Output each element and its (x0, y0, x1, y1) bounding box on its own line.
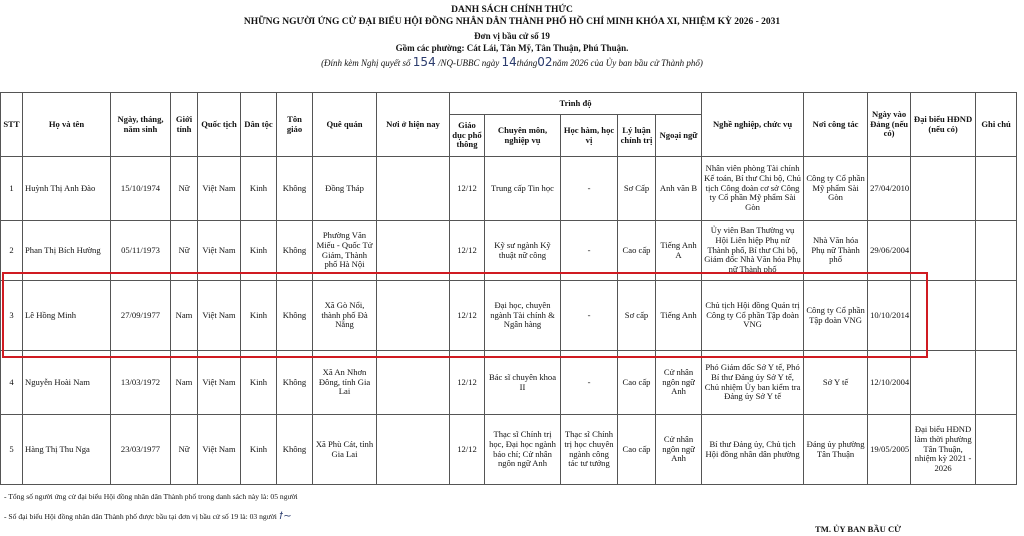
col-religion: Tôn giáo (277, 93, 313, 157)
cell-gender: Nam (171, 281, 198, 351)
cell-name: Huỳnh Thị Anh Đào (23, 157, 111, 221)
col-ethnicity: Dân tộc (241, 93, 277, 157)
cell-stt: 1 (1, 157, 23, 221)
cell-job: Bí thư Đảng ủy, Chủ tịch Hội đồng nhân dân phường (702, 415, 804, 485)
cell-party-date: 12/10/2004 (868, 351, 911, 415)
cell-lyluan: Cao cấp (618, 415, 656, 485)
cell-ngoaingu: Tiếng Anh A (656, 221, 702, 281)
doc-title-line2: NHỮNG NGƯỜI ỨNG CỬ ĐẠI BIỂU HỘI ĐỒNG NHÂN DÂN THÀNH PHỐ HỒ CHÍ MINH KHÓA XI, NHIỆM KỲ 2026 - 2031 (243, 17, 781, 27)
cell-hocham: - (561, 281, 618, 351)
cell-dob: 23/03/1977 (111, 415, 171, 485)
col-name: Họ và tên (23, 93, 111, 157)
cell-hometown: Phường Văn Miếu - Quốc Tử Giám, Thành phố Hà Nội (313, 221, 377, 281)
cell-nationality: Việt Nam (198, 415, 241, 485)
cell-note (976, 221, 1017, 281)
cell-name: Hàng Thị Thu Nga (23, 415, 111, 485)
cell-job: Chủ tịch Hội đồng Quản trị Công ty Cổ phần Tập đoàn VNG (702, 281, 804, 351)
col-hocham: Học hàm, học vị (561, 115, 618, 157)
cell-chuyenmon: Trung cấp Tin học (485, 157, 561, 221)
cell-note (976, 351, 1017, 415)
cell-lyluan: Cao cấp (618, 221, 656, 281)
table-row (1, 221, 1017, 281)
signatory-label: TM. ỦY BAN BẦU CỬ (815, 524, 902, 534)
cell-gdpt: 12/12 (450, 281, 485, 351)
cell-workplace: Đảng ủy phường Tân Thuận (804, 415, 868, 485)
cell-residence (377, 221, 450, 281)
table-row (1, 281, 1017, 351)
cell-nationality: Việt Nam (198, 221, 241, 281)
cell-residence (377, 415, 450, 485)
cell-hdnd (911, 281, 976, 351)
cell-ngoaingu: Anh văn B (656, 157, 702, 221)
cell-workplace: Công ty Cổ phần Tập đoàn VNG (804, 281, 868, 351)
cell-ethnicity: Kinh (241, 281, 277, 351)
col-stt: STT (1, 93, 23, 157)
col-workplace: Nơi công tác (804, 93, 868, 157)
wards-list: Gồm các phường: Cát Lái, Tân Mỹ, Tân Thuận, Phú Thuận. (395, 43, 629, 53)
cell-ngoaingu: Cử nhân ngôn ngữ Anh (656, 415, 702, 485)
cell-hometown: Xã Phù Cát, tỉnh Gia Lai (313, 415, 377, 485)
cell-dob: 27/09/1977 (111, 281, 171, 351)
cell-job: Nhân viên phòng Tài chính Kế toán, Bí thư Chi bộ, Chủ tịch Công đoàn cơ sở Công ty Cổ phần Mỹ phẩm Sài Gòn (702, 157, 804, 221)
cell-note (976, 157, 1017, 221)
cell-ethnicity: Kinh (241, 351, 277, 415)
cell-hometown: Xã An Nhơn Đông, tỉnh Gia Lai (313, 351, 377, 415)
cell-residence (377, 157, 450, 221)
cell-party-date: 10/10/2014 (868, 281, 911, 351)
cell-chuyenmon: Đại học, chuyên ngành Tài chính & Ngân hàng (485, 281, 561, 351)
cell-stt: 5 (1, 415, 23, 485)
resolution-number: 154 (412, 55, 436, 69)
cell-stt: 3 (1, 281, 23, 351)
cell-party-date: 19/05/2005 (868, 415, 911, 485)
cell-nationality: Việt Nam (198, 351, 241, 415)
cell-religion: Không (277, 281, 313, 351)
cell-stt: 4 (1, 351, 23, 415)
col-party-date: Ngày vào Đảng (nếu có) (868, 93, 911, 157)
resolution-text-d: năm 2026 của Ủy ban bầu cử Thành phố) (552, 58, 703, 68)
cell-hometown: Đồng Tháp (313, 157, 377, 221)
col-nationality: Quốc tịch (198, 93, 241, 157)
col-gdpt: Giáo dục phổ thông (450, 115, 485, 157)
cell-dob: 15/10/1974 (111, 157, 171, 221)
cell-job: Ủy viên Ban Thường vụ Hội Liên hiệp Phụ nữ Thành phố, Bí thư Chi bộ, Giám đốc Nhà Văn hóa Phụ nữ Thành phố (702, 221, 804, 281)
cell-ethnicity: Kinh (241, 157, 277, 221)
col-note: Ghi chú (976, 93, 1017, 157)
cell-hocham: - (561, 221, 618, 281)
cell-gdpt: 12/12 (450, 157, 485, 221)
col-group-trinh-do: Trình độ (450, 93, 702, 115)
cell-note (976, 281, 1017, 351)
cell-ethnicity: Kinh (241, 221, 277, 281)
cell-name: Phan Thị Bích Hường (23, 221, 111, 281)
cell-hometown: Xã Gò Nổi, thành phố Đà Nẵng (313, 281, 377, 351)
cell-gender: Nữ (171, 415, 198, 485)
cell-residence (377, 281, 450, 351)
cell-workplace: Nhà Văn hóa Phụ nữ Thành phố (804, 221, 868, 281)
cell-lyluan: Cao cấp (618, 351, 656, 415)
col-ngoaingu: Ngoại ngữ (656, 115, 702, 157)
doc-title-line1: DANH SÁCH CHÍNH THỨC (451, 5, 573, 15)
col-gender: Giới tính (171, 93, 198, 157)
cell-hdnd (911, 351, 976, 415)
cell-hdnd: Đại biểu HĐND làm thời phường Tân Thuận, nhiệm kỳ 2021 - 2026 (911, 415, 976, 485)
candidates-table (0, 92, 1017, 485)
col-residence: Nơi ở hiện nay (377, 93, 450, 157)
note-seats (4, 511, 292, 522)
resolution-reference (0, 55, 1024, 69)
cell-hocham: - (561, 157, 618, 221)
cell-dob: 13/03/1972 (111, 351, 171, 415)
cell-party-date: 27/04/2010 (868, 157, 911, 221)
resolution-text-b: /NQ-UBBC ngày (435, 58, 502, 68)
table-row (1, 157, 1017, 221)
note-total-candidates: - Tổng số người ứng cử đại biểu Hội đồng nhân dân Thành phố trong danh sách này là: 05 người (4, 492, 298, 501)
cell-ethnicity: Kinh (241, 415, 277, 485)
cell-gender: Nam (171, 351, 198, 415)
electoral-unit: Đơn vị bầu cử số 19 (474, 31, 550, 41)
cell-stt: 2 (1, 221, 23, 281)
cell-chuyenmon: Thạc sĩ Chính trị học, Đại học ngành báo chí; Cử nhân ngôn ngữ Anh (485, 415, 561, 485)
cell-lyluan: Sơ Cấp (618, 157, 656, 221)
table-row (1, 351, 1017, 415)
cell-gender: Nữ (171, 221, 198, 281)
cell-hocham: Thạc sĩ Chính trị học chuyên ngành công tác tư tưởng (561, 415, 618, 485)
cell-religion: Không (277, 157, 313, 221)
cell-hdnd (911, 221, 976, 281)
cell-gdpt: 12/12 (450, 221, 485, 281)
note-seats-text: - Số đại biểu Hội đồng nhân dân Thành phố được bầu tại đơn vị bầu cử số 19 là: 03 người (4, 512, 277, 521)
resolution-day: 14 (501, 55, 517, 69)
cell-hocham: - (561, 351, 618, 415)
cell-job: Phó Giám đốc Sở Y tế, Phó Bí thư Đảng ủy Sở Y tế, Chủ nhiệm Ủy ban kiểm tra Đảng ủy Sở Y tế (702, 351, 804, 415)
table-row (1, 415, 1017, 485)
resolution-text-a: (Đính kèm Nghị quyết số (321, 58, 413, 68)
col-lyluan: Lý luận chính trị (618, 115, 656, 157)
cell-religion: Không (277, 221, 313, 281)
cell-gdpt: 12/12 (450, 351, 485, 415)
cell-religion: Không (277, 351, 313, 415)
cell-chuyenmon: Bác sĩ chuyên khoa II (485, 351, 561, 415)
resolution-month: 02 (537, 55, 553, 69)
cell-nationality: Việt Nam (198, 157, 241, 221)
col-dob: Ngày, tháng, năm sinh (111, 93, 171, 157)
cell-name: Nguyễn Hoài Nam (23, 351, 111, 415)
cell-residence (377, 351, 450, 415)
initials-signature: ꝉ~ (278, 511, 292, 522)
cell-hdnd (911, 157, 976, 221)
cell-chuyenmon: Kỹ sư ngành Kỹ thuật nữ công (485, 221, 561, 281)
cell-workplace: Công ty Cổ phần Mỹ phẩm Sài Gòn (804, 157, 868, 221)
cell-name: Lê Hồng Minh (23, 281, 111, 351)
resolution-text-c: tháng (516, 58, 538, 68)
col-chuyenmon: Chuyên môn, nghiệp vụ (485, 115, 561, 157)
cell-lyluan: Sơ cấp (618, 281, 656, 351)
cell-workplace: Sở Y tế (804, 351, 868, 415)
cell-party-date: 29/06/2004 (868, 221, 911, 281)
col-hdnd: Đại biểu HĐND (nếu có) (911, 93, 976, 157)
cell-religion: Không (277, 415, 313, 485)
cell-ngoaingu: Tiếng Anh (656, 281, 702, 351)
cell-gender: Nữ (171, 157, 198, 221)
cell-dob: 05/11/1973 (111, 221, 171, 281)
cell-nationality: Việt Nam (198, 281, 241, 351)
col-hometown: Quê quán (313, 93, 377, 157)
col-job: Nghề nghiệp, chức vụ (702, 93, 804, 157)
cell-note (976, 415, 1017, 485)
cell-gdpt: 12/12 (450, 415, 485, 485)
cell-ngoaingu: Cử nhân ngôn ngữ Anh (656, 351, 702, 415)
